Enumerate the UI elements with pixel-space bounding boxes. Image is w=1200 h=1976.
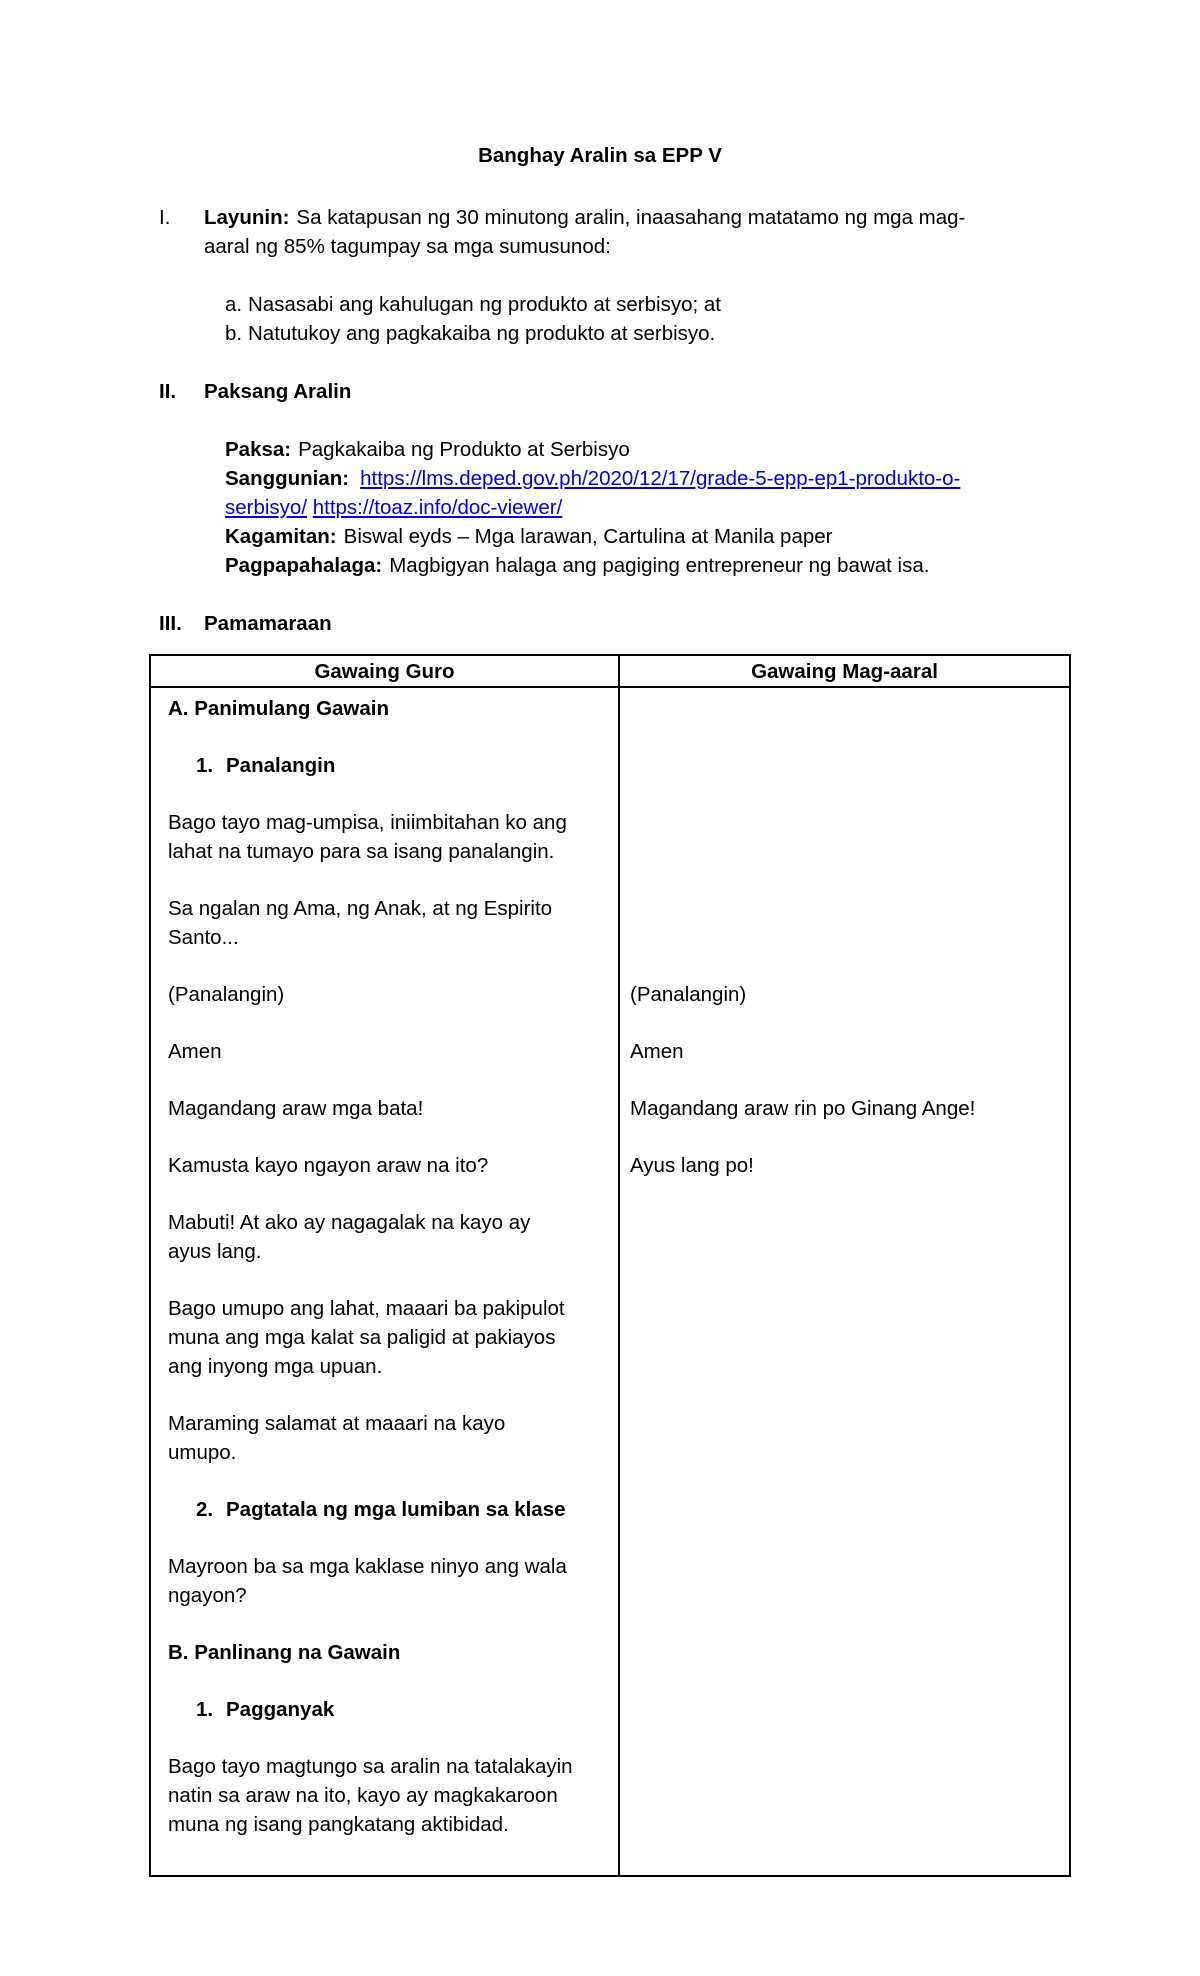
sanggunian-line-2 [225,493,1060,522]
cell-paragraph [168,1409,610,1467]
text-line: Ayus lang po! [630,1154,754,1177]
section-procedure [140,609,1060,638]
procedure-table [149,654,1071,1877]
paksa-label: Paksa: [225,438,292,461]
reference-link-1-continued[interactable]: serbisyo/ [225,496,308,519]
text-line: Bago tayo mag-umpisa, iniimbitahan ko ang [168,811,567,834]
pagpapahalaga-label: Pagpapahalaga: [225,554,383,577]
cell-numbered-heading [168,1495,610,1524]
text-line: muna ang mga kalat sa paligid at pakiayos [168,1326,556,1349]
objectives-line-2: aaral ng 85% tagumpay sa mga sumusunod: [204,235,611,258]
cell-heading [168,694,610,723]
teacher-activities-cell [150,687,619,1876]
procedure-content [204,609,1060,638]
procedure-heading: Pamamaraan [204,612,332,635]
kagamitan-line [225,522,1060,551]
section-numeral: III. [159,612,182,635]
paksa-line [225,435,1060,464]
table-header-row [150,655,1070,687]
text-line: Bago umupo ang lahat, maaari ba pakipulot [168,1297,565,1320]
table-body-row [150,687,1070,1876]
text-line: umupo. [168,1441,237,1464]
cell-paragraph [630,1094,1061,1123]
kagamitan-text: Biswal eyds – Mga larawan, Cartulina at Manila paper [343,525,833,548]
table-header-teacher: Gawaing Guro [150,655,619,687]
objectives-content [204,203,1060,348]
page-title: Banghay Aralin sa EPP V [478,144,722,167]
text-line: ang inyong mga upuan. [168,1355,383,1378]
text-line: lahat na tumayo para sa isang panalangin. [168,840,555,863]
subject-matter-heading: Paksang Aralin [204,380,352,403]
student-activities-cell [619,687,1070,1876]
reference-link-1[interactable]: https://lms.deped.gov.ph/2020/12/17/grade-5-epp-ep1-produkto-o- [360,467,961,490]
objectives-list [225,290,1060,348]
cell-paragraph [168,980,610,1009]
cell-paragraph [168,1151,610,1180]
list-item-text: Pagtatala ng mga lumiban sa klase [226,1498,566,1521]
item-text: Nasasabi ang kahulugan ng produkto at serbisyo; at [248,293,721,316]
sanggunian-line [225,464,1060,493]
section-objectives [140,203,1060,348]
cell-paragraph [168,1208,610,1266]
list-number: 1. [196,754,214,777]
pagpapahalaga-line [225,551,1060,580]
text-line: muna ng isang pangkatang aktibidad. [168,1813,509,1836]
text-line: Maraming salamat at maaari na kayo [168,1412,506,1435]
text-line: A. Panimulang Gawain [168,697,389,720]
cell-paragraph [168,1294,610,1381]
cell-paragraph [168,808,610,866]
cell-paragraph [630,1151,1061,1180]
text-line: Amen [168,1040,222,1063]
item-text: Natutukoy ang pagkakaiba ng produkto at serbisyo. [248,322,716,345]
text-line: (Panalangin) [168,983,285,1006]
text-line: ngayon? [168,1584,247,1607]
text-line: Santo... [168,926,239,949]
cell-paragraph [168,1752,610,1839]
text-line: Mabuti! At ako ay nagagalak na kayo ay [168,1211,531,1234]
table-header-student: Gawaing Mag-aaral [619,655,1070,687]
objective-item-a [225,290,1060,319]
objectives-label: Layunin: [204,206,290,229]
list-number: 1. [196,1698,214,1721]
cell-paragraph [630,980,1061,1009]
cell-paragraph [168,1552,610,1610]
paksa-text: Pagkakaiba ng Produkto at Serbisyo [298,438,630,461]
item-letter: a. [225,293,243,316]
pagpapahalaga-text: Magbigyan halaga ang pagiging entrepreneur ng bawat isa. [389,554,930,577]
text-line: Mayroon ba sa mga kaklase ninyo ang wala [168,1555,567,1578]
text-line: ayus lang. [168,1240,262,1263]
cell-numbered-heading [168,1695,610,1724]
sanggunian-label: Sanggunian: [225,467,350,490]
subject-matter-content [204,377,1060,580]
list-number: 2. [196,1498,214,1521]
objectives-text-1: Sa katapusan ng 30 minutong aralin, inaasahang matatamo ng mga mag- [296,206,966,229]
text-line: Sa ngalan ng Ama, ng Anak, at ng Espirito [168,897,553,920]
kagamitan-label: Kagamitan: [225,525,337,548]
cell-paragraph [168,894,610,952]
item-letter: b. [225,322,243,345]
text-line: Magandang araw mga bata! [168,1097,424,1120]
section-numeral: I. [159,206,171,229]
text-line: B. Panlinang na Gawain [168,1641,401,1664]
objectives-line-1 [204,203,1060,232]
text-line: (Panalangin) [630,983,747,1006]
list-item-text: Pagganyak [226,1698,335,1721]
subject-matter-details [225,435,1060,580]
objective-item-b [225,319,1060,348]
text-line: natin sa araw na ito, kayo ay magkakaroon [168,1784,558,1807]
cell-paragraph [168,1037,610,1066]
section-numeral: II. [159,380,177,403]
reference-link-2[interactable]: https://toaz.info/doc-viewer/ [312,496,563,519]
section-subject-matter [140,377,1060,580]
cell-paragraph [168,1094,610,1123]
list-item-text: Panalangin [226,754,336,777]
cell-paragraph [630,1037,1061,1066]
cell-heading [168,1638,610,1667]
text-line: Bago tayo magtungo sa aralin na tatalakayin [168,1755,573,1778]
text-line: Magandang araw rin po Ginang Ange! [630,1097,976,1120]
text-line: Amen [630,1040,684,1063]
cell-numbered-heading [168,751,610,780]
document-body [140,203,1060,638]
text-line: Kamusta kayo ngayon araw na ito? [168,1154,489,1177]
